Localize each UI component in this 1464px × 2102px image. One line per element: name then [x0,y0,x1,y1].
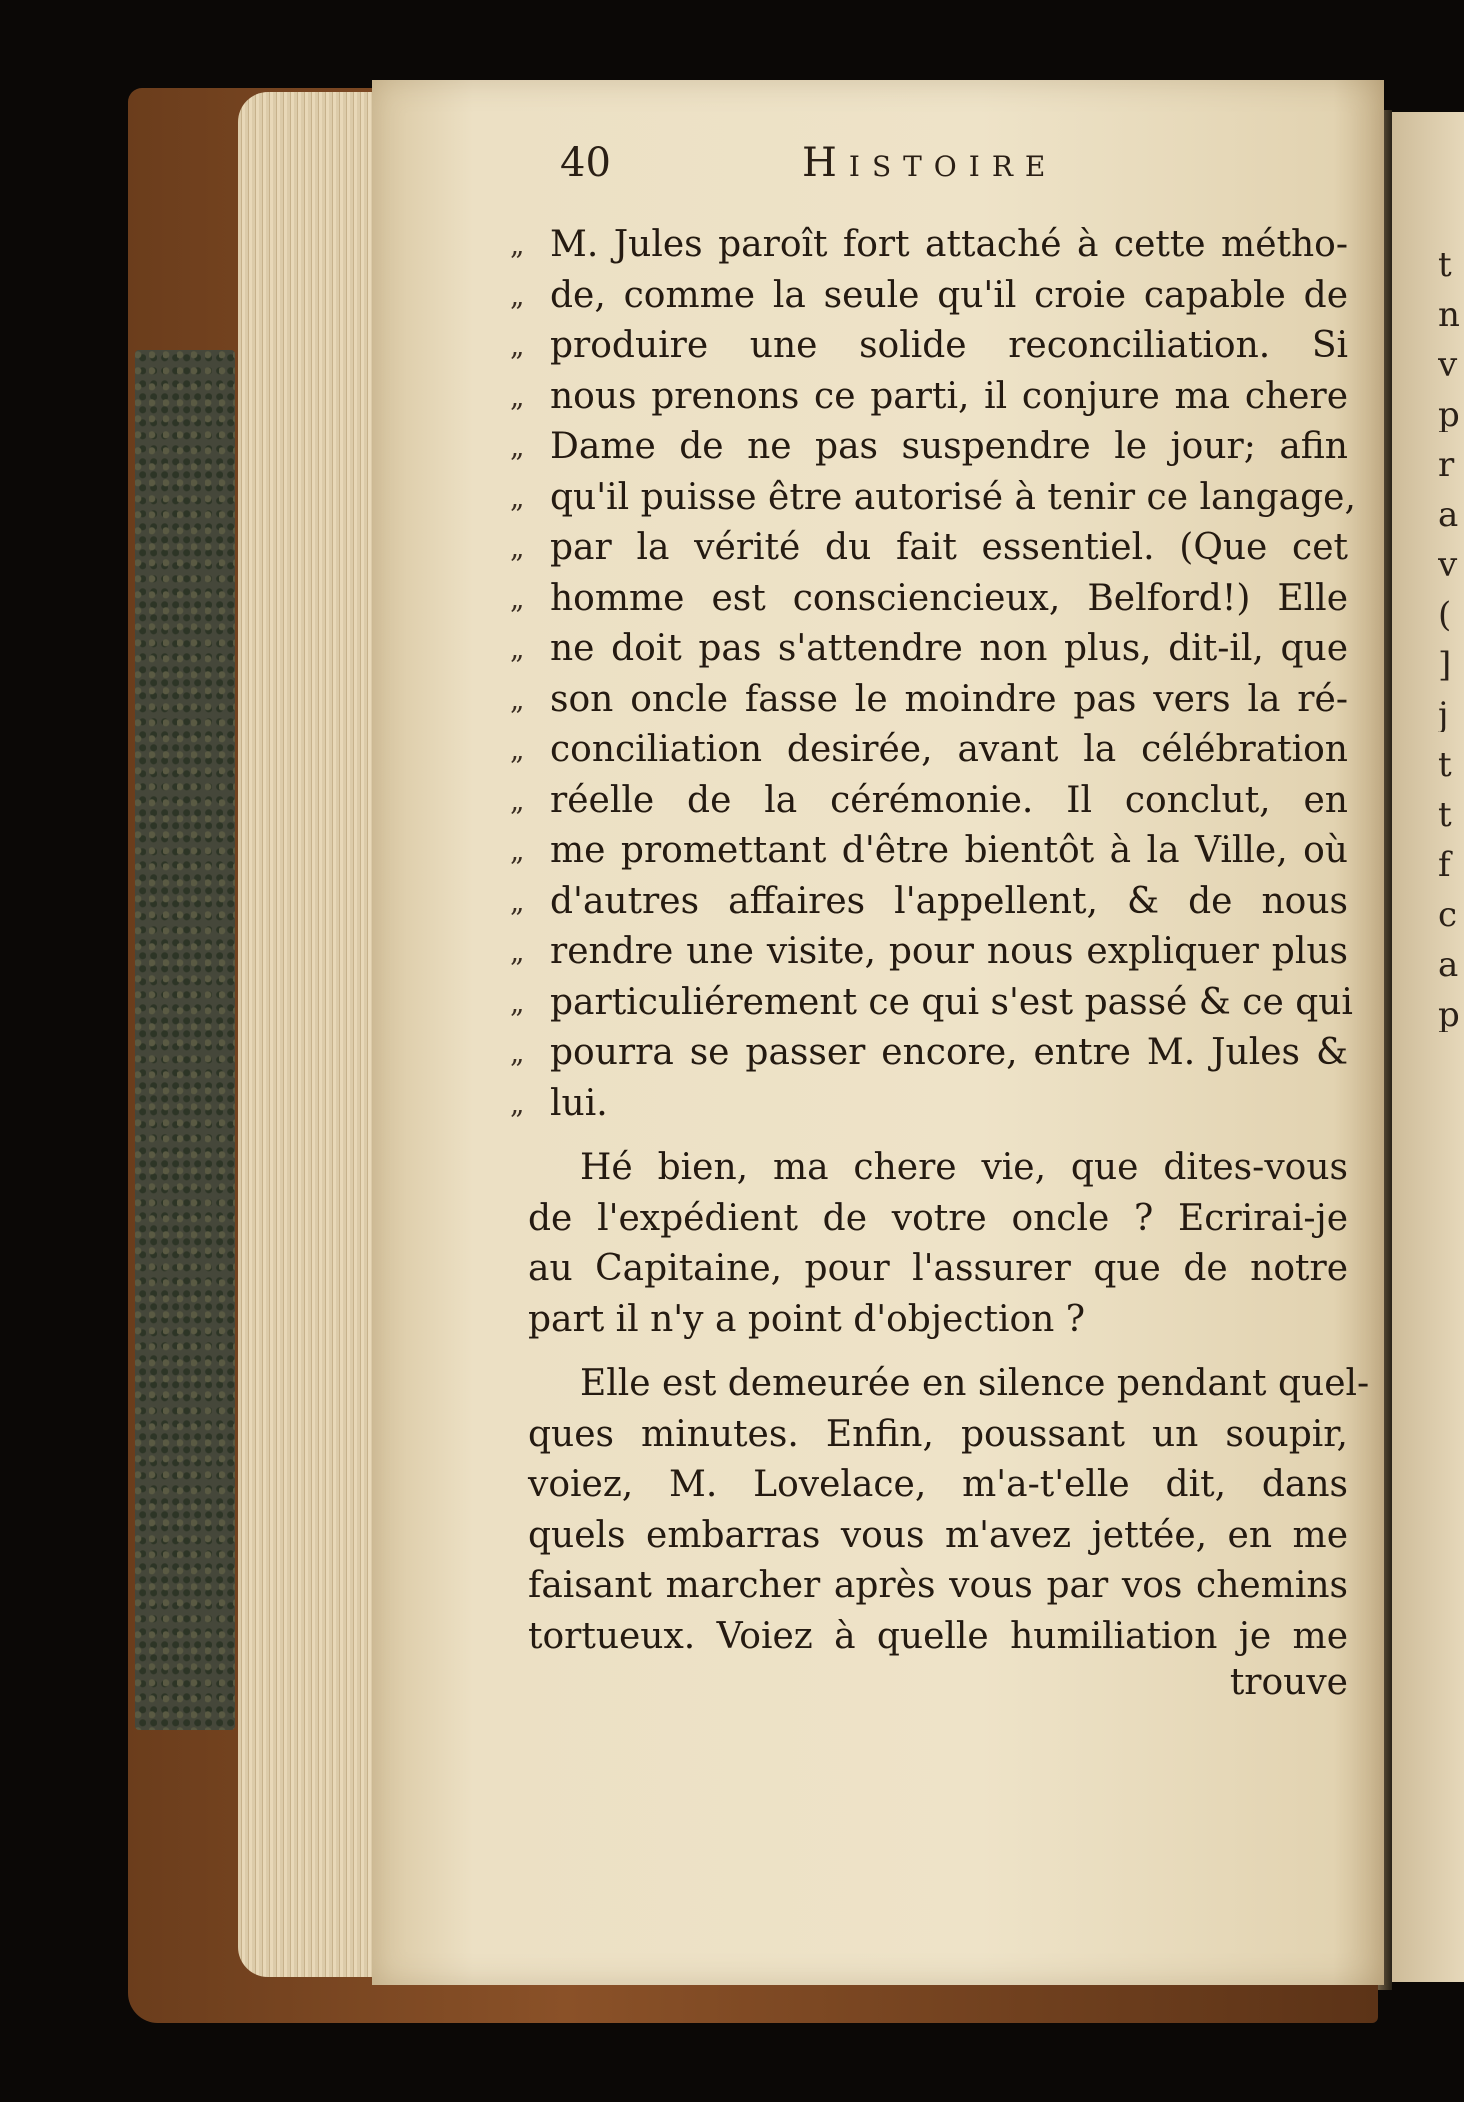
quoted-line [510,1028,1348,1078]
quote-marker: „ [510,632,525,665]
quoted-line [510,776,1348,826]
paragraph-3-line [528,1612,1348,1662]
quote-marker: „ [510,430,525,463]
quote-marker: „ [510,379,525,413]
text-line: conciliation desirée, avant la célébration [550,729,1348,770]
text-line: produire une solide reconciliation. Si [550,325,1348,366]
text-line: Hé bien, ma chere vie, que dites-vous [580,1147,1348,1188]
quote-marker: „ [510,278,525,312]
catchword: trouve [1229,1662,1348,1703]
text-line: M. Jules paroît fort attaché à cette métho- [550,224,1348,265]
text-line: rendre une visite, pour nous expliquer plus [550,931,1348,972]
paragraph-2-line [528,1295,1348,1345]
quoted-line [510,372,1348,422]
quote-marker: „ [510,985,525,1019]
facing-page [1390,112,1464,1982]
facing-page-glyph: v [1438,548,1458,582]
quoted-line [510,624,1348,674]
text-line: par la vérité du fait essentiel. (Que cet [550,527,1348,568]
quoted-line [510,1079,1348,1129]
paragraph-2-line [528,1143,1348,1193]
text-line: son oncle fasse le moindre pas vers la ré- [550,678,1348,720]
quoted-line [510,574,1348,624]
text-line: tortueux. Voiez à quelle humiliation je me [528,1615,1348,1657]
running-title: Histoire [802,140,1058,186]
text-line: ne doit pas s'attendre non plus, dit-il, que [550,628,1348,669]
facing-page-glyph: j [1438,698,1449,732]
text-line: au Capitaine, pour l'assurer que de notre [528,1248,1348,1289]
facing-page-glyph: p [1438,998,1460,1032]
quote-marker: „ [510,329,525,362]
quote-marker: „ [510,733,525,766]
quoted-line [510,220,1348,270]
page-number: 40 [560,140,611,186]
quote-marker: „ [510,682,525,716]
quote-marker: „ [510,581,525,615]
facing-page-glyph: v [1438,348,1458,382]
text-line: lui. [550,1082,608,1124]
facing-page-glyph: ( [1438,598,1452,632]
quoted-line [510,826,1348,876]
quoted-line [510,321,1348,371]
quoted-line [510,523,1348,573]
quote-marker: „ [510,228,525,261]
facing-page-glyph: p [1438,398,1460,432]
quoted-line [510,473,1356,523]
page-edges [238,92,378,1977]
paragraph-3-line [528,1410,1348,1460]
text-line: nous prenons ce parti, il conjure ma chere [550,375,1348,417]
quoted-line [510,422,1348,472]
quote-marker: „ [510,834,525,867]
facing-page-glyph: c [1438,898,1458,932]
quote-marker: „ [510,884,525,918]
text-line: de, comme la seule qu'il croie capable de [550,274,1348,316]
text-line: de l'expédient de votre oncle ? Ecrirai-je [528,1197,1348,1239]
paragraph-2-line [528,1194,1348,1244]
quoted-line [510,978,1353,1028]
facing-page-glyph: f [1438,848,1451,882]
quote-marker: „ [510,1036,525,1069]
quoted-line [510,271,1348,321]
marbled-board [135,350,235,1730]
text-line: voiez, M. Lovelace, m'a-t'elle dit, dans [528,1464,1348,1505]
quote-marker: „ [510,783,525,817]
facing-page-glyph: t [1438,748,1452,782]
paragraph-2-line [528,1244,1348,1294]
paragraph-3-line [528,1561,1348,1611]
quote-marker: „ [510,935,525,968]
text-line: qu'il puisse être autorisé à tenir ce langage, [550,476,1356,518]
facing-page-glyph: ] [1438,648,1452,682]
quote-marker: „ [510,480,525,514]
text-line: faisant marcher après vous par vos chemins [528,1565,1348,1606]
text-line: Dame de ne pas suspendre le jour; afin [550,426,1348,467]
paragraph-3-line [528,1511,1348,1561]
text-line: pourra se passer encore, entre M. Jules & [550,1032,1348,1073]
quoted-line [510,675,1348,725]
facing-page-glyph: a [1438,498,1459,532]
quoted-line [510,877,1348,927]
facing-page-glyph: r [1438,448,1455,482]
text-line: part il n'y a point d'objection ? [528,1298,1086,1340]
quoted-line [510,725,1348,775]
text-line: réelle de la cérémonie. Il conclut, en [550,779,1348,821]
paragraph-3-line [528,1460,1348,1510]
text-line: homme est consciencieux, Belford!) Elle [550,577,1348,619]
text-line: d'autres affaires l'appellent, & de nous [550,880,1348,922]
paragraph-3-line [528,1359,1370,1409]
page-header [560,140,1340,190]
facing-page-glyph: t [1438,248,1452,282]
quote-marker: „ [510,1086,525,1120]
text-line: ques minutes. Enfin, poussant un soupir, [528,1413,1348,1455]
facing-page-glyph: t [1438,798,1452,832]
text-line: me promettant d'être bientôt à la Ville, où [550,830,1348,871]
text-line: particuliérement ce qui s'est passé & ce qui [550,981,1353,1023]
text-line: Elle est demeurée en silence pendant quel- [580,1363,1370,1404]
quoted-line [510,927,1348,977]
facing-page-glyph: a [1438,948,1459,982]
quote-marker: „ [510,531,525,564]
text-line: quels embarras vous m'avez jettée, en me [528,1514,1348,1556]
facing-page-glyph: n [1438,298,1460,332]
